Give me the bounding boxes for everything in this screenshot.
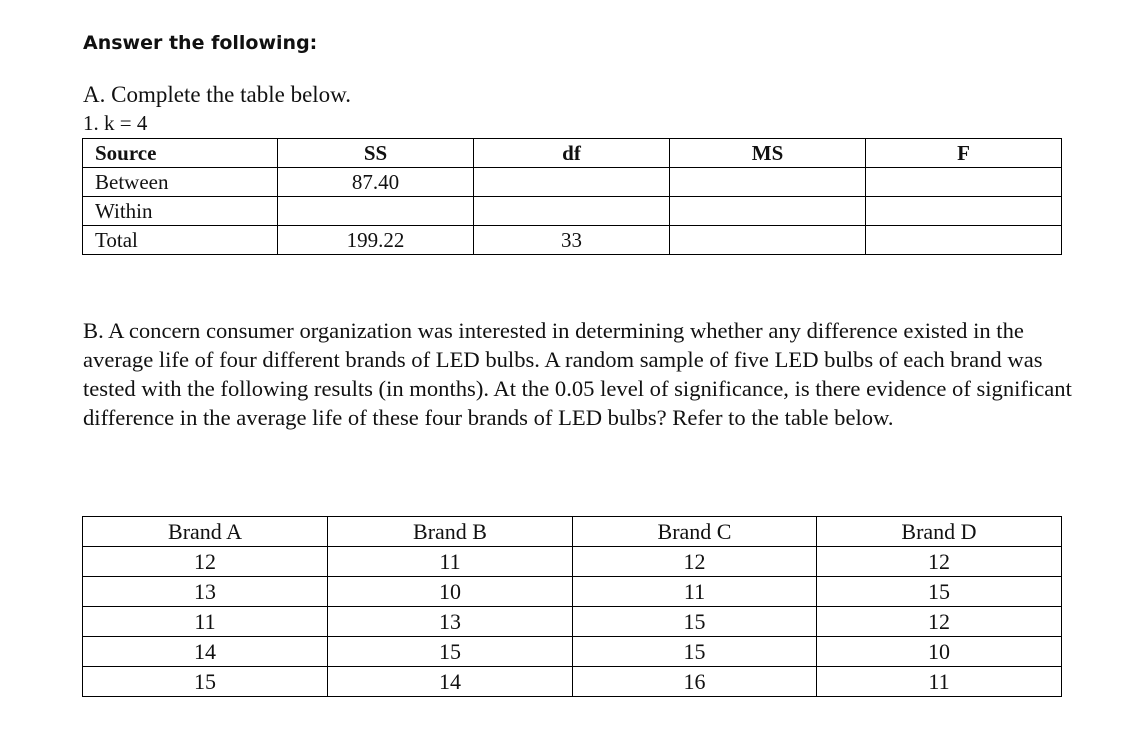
anova-header-ms: MS xyxy=(670,139,866,168)
anova-header-ss: SS xyxy=(278,139,474,168)
anova-header-f: F xyxy=(866,139,1062,168)
anova-header-source: Source xyxy=(83,139,278,168)
brand-row xyxy=(83,637,1062,667)
brand-cell: 12 xyxy=(573,547,817,577)
brand-cell: 13 xyxy=(83,577,328,607)
anova-cell-f xyxy=(866,226,1062,255)
anova-cell-source: Between xyxy=(83,168,278,197)
brand-cell: 12 xyxy=(817,607,1062,637)
anova-header-df: df xyxy=(474,139,670,168)
part-b-question: B. A concern consumer organization was interested in determining whether any difference existed in the average life of four different brands of LED bulbs. A random sample of five LED bulbs of each brand was tested with the following results (in months). At the 0.05 level of significance, is there evidence of significant difference in the average life of these four brands of LED bulbs? Refer to the table below. xyxy=(83,318,1072,430)
anova-row-within xyxy=(83,197,1062,226)
anova-cell-df xyxy=(474,197,670,226)
brand-cell: 13 xyxy=(328,607,573,637)
brand-header-b: Brand B xyxy=(328,517,573,547)
brand-row xyxy=(83,577,1062,607)
anova-cell-f xyxy=(866,168,1062,197)
anova-table xyxy=(82,138,1062,255)
anova-cell-ss xyxy=(278,197,474,226)
brand-cell: 11 xyxy=(573,577,817,607)
anova-cell-source: Total xyxy=(83,226,278,255)
anova-row-between xyxy=(83,168,1062,197)
anova-row-total xyxy=(83,226,1062,255)
anova-cell-ms xyxy=(670,197,866,226)
anova-cell-ss: 87.40 xyxy=(278,168,474,197)
anova-cell-f xyxy=(866,197,1062,226)
brand-cell: 14 xyxy=(328,667,573,697)
brand-cell: 11 xyxy=(83,607,328,637)
brand-cell: 14 xyxy=(83,637,328,667)
brand-cell: 10 xyxy=(328,577,573,607)
anova-cell-ms xyxy=(670,168,866,197)
anova-cell-ss: 199.22 xyxy=(278,226,474,255)
anova-header-row xyxy=(83,139,1062,168)
page-heading: Answer the following: xyxy=(83,32,318,54)
brand-cell: 15 xyxy=(328,637,573,667)
brand-cell: 15 xyxy=(573,637,817,667)
brand-table xyxy=(82,516,1062,697)
anova-cell-source: Within xyxy=(83,197,278,226)
anova-cell-df xyxy=(474,168,670,197)
part-a-instruction: A. Complete the table below. xyxy=(83,82,352,107)
given-k: 1. k = 4 xyxy=(83,111,148,135)
brand-cell: 11 xyxy=(328,547,573,577)
brand-header-a: Brand A xyxy=(83,517,328,547)
brand-row xyxy=(83,547,1062,577)
brand-cell: 12 xyxy=(817,547,1062,577)
brand-row xyxy=(83,607,1062,637)
brand-header-row xyxy=(83,517,1062,547)
brand-cell: 10 xyxy=(817,637,1062,667)
brand-header-d: Brand D xyxy=(817,517,1062,547)
brand-cell: 15 xyxy=(83,667,328,697)
brand-row xyxy=(83,667,1062,697)
anova-cell-ms xyxy=(670,226,866,255)
brand-cell: 16 xyxy=(573,667,817,697)
brand-cell: 12 xyxy=(83,547,328,577)
brand-cell: 11 xyxy=(817,667,1062,697)
anova-cell-df: 33 xyxy=(474,226,670,255)
brand-cell: 15 xyxy=(573,607,817,637)
brand-header-c: Brand C xyxy=(573,517,817,547)
brand-cell: 15 xyxy=(817,577,1062,607)
